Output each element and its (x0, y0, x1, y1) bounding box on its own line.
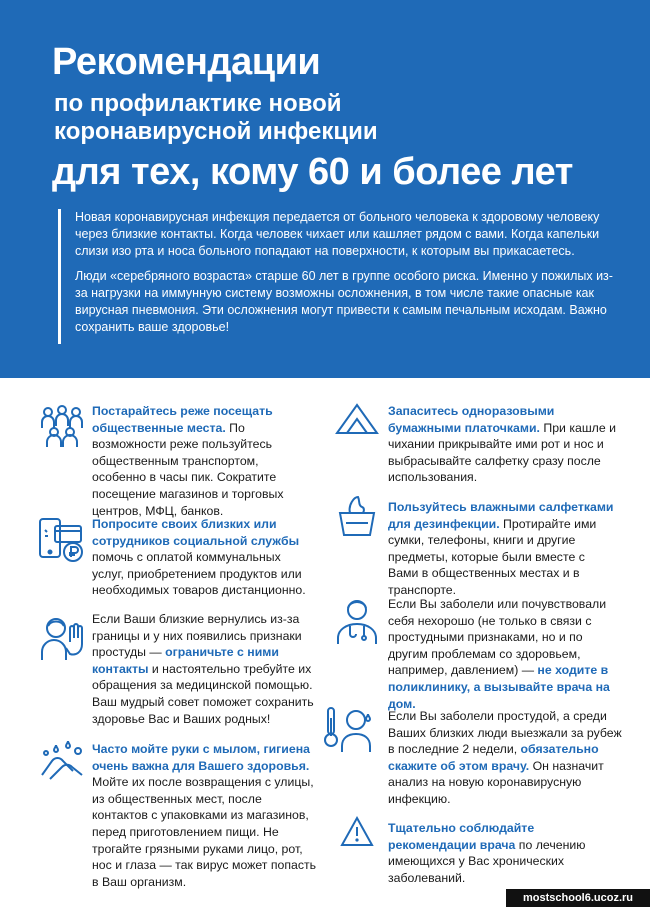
tissue-triangle-icon (334, 402, 380, 436)
list-item: Пользуйтесь влажными салфетками для дезинфекции. Протирайте ими сумки, телефоны, книги и другие предметы, которые были вместе с Вами в общественных местах и в транспорте. (388, 500, 614, 597)
intro-paragraph: Новая коронавирусная инфекция передается от больного человека к здоровому человеку через близкие контакты. Когда человек чихает или кашляет рядом с вами. Когда капельки слизи изо рта и носа больного попадают на поверхности, к которым вы прикасаетесь. (75, 210, 600, 258)
list-item: Запаситесь одноразовыми бумажными платочками. При кашле и чихании прикрывайте ими рот и нос и выбрасывайте салфетку сразу после использования. (388, 404, 616, 485)
list-item: Если Ваши близкие вернулись из-за границы и у них появились признаки простуды — ограничьте с ними контакты и настоятельно требуйте их обращения за медицинской помощью. Ваш мудрый совет поможет сохранить здоровье Вас и Ваших родных! (92, 612, 314, 726)
stop-hand-person-icon (38, 612, 88, 662)
page-subtitle (54, 90, 378, 146)
crowd-icon (38, 402, 86, 448)
subtitle-line: коронавирусной инфекции (54, 118, 378, 145)
warning-icon (339, 815, 375, 849)
intro-block (58, 209, 615, 344)
header-banner (0, 0, 650, 378)
site-watermark: mostschool6.ucoz.ru (506, 889, 650, 907)
payment-phone-icon (37, 516, 87, 564)
list-item: Часто мойте руки с мылом, гигиена очень важна для Вашего здоровья. Мойте их после возвращения с улицы, из общественных мест, после контактов с упаковками из магазинов, перед приготовлением пищи. Не трогайте грязными руками лицо, рот, нос и глаза — так вирус может попасть в Ваш организм. (92, 742, 317, 889)
thermometer-person-icon (324, 704, 380, 754)
list-item: Если Вы заболели или почувствовали себя нехорошо (не только в связи с простудными признаками, но и по другим проблемам со здоровьем, например, давлением) — не ходите в поликлинику, а вызывайте врача на дом. (388, 597, 610, 711)
subtitle-line: по профилактике новой (54, 90, 342, 117)
list-item: Тщательно соблюдайте рекомендации врача по лечению имеющихся у Вас хронических заболеваний. (388, 821, 586, 885)
wet-wipes-box-icon (334, 493, 380, 537)
list-item: Постарайтесь реже посещать общественные места. По возможности реже пользуйтесь общественным транспортом, особенно в часы пик. Сократите посещение магазинов и торговых центров, МФЦ, банков. (92, 404, 284, 518)
list-item: Если Вы заболели простудой, а среди Ваших близких люди выезжали за рубеж в последние 2 недели, обязательно скажите об этом врачу. Он назначит анализ на новую коронавирусную инфекцию. (388, 709, 622, 806)
doctor-icon (334, 596, 380, 646)
washing-hands-icon (36, 737, 88, 781)
list-item: Попросите своих близких или сотрудников социальной службы помочь с оплатой коммунальных услуг, приобретением продуктов или необходимых товаров дистанционно. (92, 517, 306, 598)
audience-heading: для тех, кому 60 и более лет (52, 151, 573, 193)
page-title: Рекомендации (52, 41, 321, 83)
intro-paragraph: Люди «серебряного возраста» старше 60 лет в группе особого риска. Именно у пожилых из-за нагрузки на иммунную систему возможны осложнения, в том числе такие опасные как вирусная пневмония. Эти осложнения могут привести к самым печальным исходам. Важно сохранить ваше здоровье! (75, 269, 613, 334)
